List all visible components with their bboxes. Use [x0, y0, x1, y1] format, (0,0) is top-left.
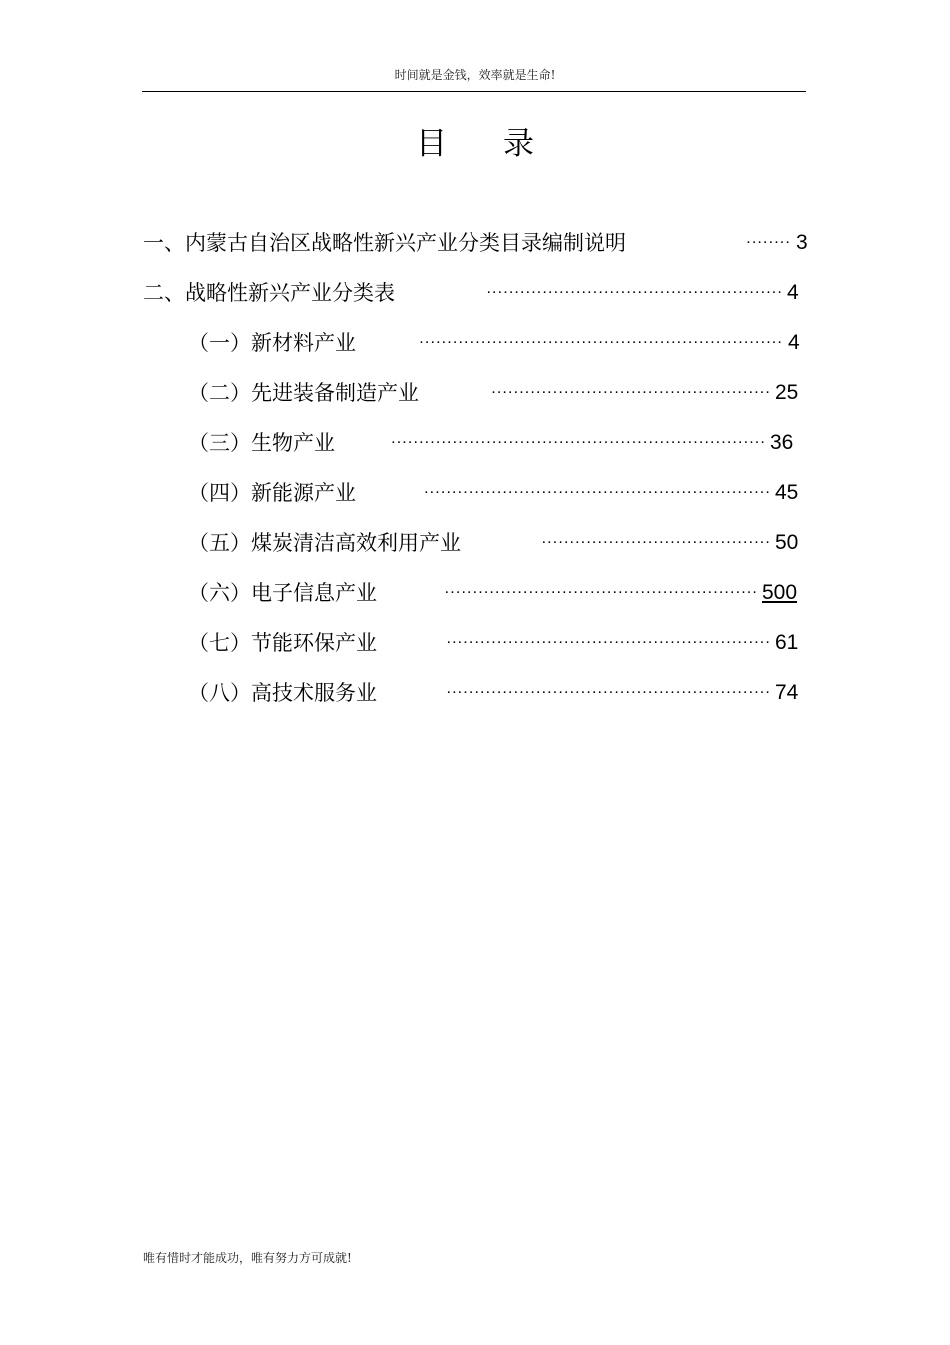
toc-entry-label: 一、内蒙古自治区战略性新兴产业分类目录编制说明 — [143, 231, 626, 255]
toc-entry-subsection-7[interactable] — [188, 628, 813, 658]
toc-entry-page: 4 — [788, 331, 800, 354]
toc-leader-dots: .............................................................. — [424, 480, 771, 497]
toc-entry-page: 500 — [762, 581, 798, 604]
toc-entry-subsection-1[interactable] — [188, 328, 813, 358]
toc-leader-dots: ................................................................... — [391, 430, 766, 447]
toc-entry-page: 4 — [787, 281, 799, 304]
page-title: 目录 — [416, 126, 590, 162]
toc-entry-section-1[interactable] — [143, 228, 813, 258]
toc-entry-subsection-8[interactable] — [188, 678, 813, 708]
toc-entry-page: 45 — [775, 481, 799, 504]
footer-motto: 唯有惜时才能成功，唯有努力方可成就! — [143, 1251, 352, 1265]
header-motto: 时间就是金钱，效率就是生命! — [394, 68, 556, 82]
toc-leader-dots: ......................................... — [541, 530, 771, 547]
toc-entry-label: （六）电子信息产业 — [188, 581, 377, 605]
toc-entry-label: （一）新材料产业 — [188, 331, 356, 355]
toc-entry-label: 二、战略性新兴产业分类表 — [143, 281, 395, 305]
toc-leader-dots: .................................................. — [491, 380, 771, 397]
toc-entry-subsection-3[interactable] — [188, 428, 813, 458]
toc-leader-dots: ..................................................... — [486, 280, 783, 297]
toc-leader-dots: .......................................................... — [446, 680, 771, 697]
toc-entry-page: 74 — [775, 681, 799, 704]
toc-entry-section-2[interactable] — [143, 278, 813, 308]
toc-leader-dots: ................................................................. — [419, 330, 783, 347]
toc-entry-page: 3 — [796, 231, 808, 254]
toc-entry-label: （八）高技术服务业 — [188, 681, 377, 705]
toc-entry-page: 25 — [775, 381, 799, 404]
toc-entry-page: 50 — [775, 531, 799, 554]
toc-entry-subsection-2[interactable] — [188, 378, 813, 408]
toc-entry-label: （三）生物产业 — [188, 431, 335, 455]
toc-entry-label: （五）煤炭清洁高效利用产业 — [188, 531, 461, 555]
toc-entry-label: （二）先进装备制造产业 — [188, 381, 419, 405]
toc-entry-label: （七）节能环保产业 — [188, 631, 377, 655]
toc-leader-dots: .......................................................... — [446, 630, 771, 647]
toc-entry-subsection-6[interactable] — [188, 578, 813, 608]
toc-entry-subsection-5[interactable] — [188, 528, 813, 558]
toc-leader-dots: ........ — [746, 230, 791, 247]
toc-leader-dots: ........................................................ — [444, 580, 758, 597]
toc-entry-page: 61 — [775, 631, 799, 654]
toc-entry-page: 36 — [770, 431, 794, 454]
toc-entry-subsection-4[interactable] — [188, 478, 813, 508]
toc-entry-label: （四）新能源产业 — [188, 481, 356, 505]
